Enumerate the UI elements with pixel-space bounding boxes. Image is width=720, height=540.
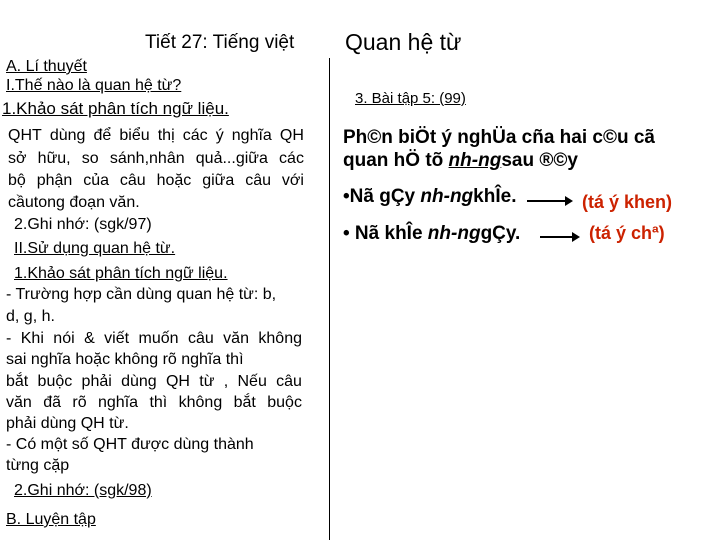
word: không: [178, 394, 223, 411]
word: quả...giữa: [195, 150, 268, 167]
column-divider: [329, 58, 330, 540]
word: nghĩa: [98, 394, 139, 411]
word: từ: [199, 373, 215, 390]
topic-title: Quan hệ từ: [345, 29, 462, 55]
exercise-instruction: Ph©n biÖt ý nghÜa cña hai c©u cã: [343, 127, 655, 148]
word: buộc: [267, 394, 302, 411]
heading-what-is-qht: I.Thế nào là quan hệ từ?: [6, 77, 182, 94]
word: ý: [215, 127, 224, 144]
word: của: [83, 172, 109, 189]
word: các: [279, 150, 304, 167]
rule-line: [6, 394, 302, 412]
rule-line: [6, 330, 302, 348]
word: giữa: [202, 172, 235, 189]
heading-use-qht: II.Sử dụng quan hệ từ.: [14, 240, 176, 257]
word: để: [93, 127, 112, 144]
exercise-heading: 3. Bài tập 5: (99): [355, 90, 466, 107]
word: hoặc: [156, 172, 192, 189]
ghi-nho-98: 2.Ghi nhớ: (sgk/98): [14, 482, 152, 499]
qht-definition-line: cầutong đoạn văn.: [8, 194, 140, 211]
word: thì: [149, 394, 168, 411]
arrow-icon: [527, 200, 571, 202]
sentence-2-note: (tá ý chª): [589, 223, 665, 243]
word: với: [281, 172, 304, 189]
exercise-instruction-cont: quan hÖ tõ nh-ngsau ®©y: [343, 150, 578, 171]
word: các: [182, 127, 208, 144]
word: rõ: [72, 394, 87, 411]
heading-survey-1: 1.Khảo sát phân tích ngữ liệu.: [2, 99, 229, 118]
lesson-title: Tiết 27: Tiếng việt: [145, 32, 295, 53]
word: buộc: [37, 373, 73, 390]
word: QHT: [8, 127, 42, 144]
word: Nếu: [237, 373, 267, 390]
rule-line: [6, 373, 302, 391]
word: biểu: [119, 127, 150, 144]
word: viết: [104, 330, 130, 347]
word: QH: [165, 373, 190, 390]
section-a-heading: A. Lí thuyết: [6, 58, 87, 75]
word: so: [81, 150, 99, 167]
word: câu: [187, 330, 214, 347]
qht-definition-line: [8, 127, 304, 145]
pairs-note-cont: từng cặp: [6, 457, 70, 474]
word: văn: [223, 330, 249, 347]
word: phải: [81, 373, 112, 390]
case-need-qht: - Trường hợp cần dùng quan hệ từ: b,: [6, 286, 277, 303]
qht-definition-line: [8, 150, 304, 168]
word: câu: [119, 172, 146, 189]
sentence-1-note: (tá ý khen): [582, 192, 673, 212]
sentence-1: •Nã gÇy nh-ngkhÎe.: [343, 186, 517, 207]
word: câu: [276, 373, 302, 390]
word: hữu,: [37, 150, 71, 167]
word: dùng: [121, 373, 157, 390]
heading-survey-2: 1.Khảo sát phân tích ngữ liệu.: [14, 265, 228, 282]
case-need-qht-cont: d, g, h.: [6, 308, 55, 325]
word: nghĩa: [231, 127, 272, 144]
sentence-2: • Nã khÎe nh-nggÇy.: [343, 223, 521, 244]
word: bộ: [8, 172, 26, 189]
word: nói: [53, 330, 75, 347]
word: bắt: [233, 394, 256, 411]
word: không: [258, 330, 302, 347]
qht-definition-line: [8, 172, 304, 190]
word: Khi: [20, 330, 44, 347]
pairs-note: - Có một số QHT được dùng thành: [6, 436, 254, 453]
word: câu: [245, 172, 271, 189]
word: &: [84, 330, 95, 347]
word: văn: [6, 394, 32, 411]
word: đã: [43, 394, 61, 411]
rule-line: sai nghĩa hoặc không rõ nghĩa thì: [6, 351, 244, 368]
rule-line: phải dùng QH từ.: [6, 415, 129, 432]
word: phận: [36, 172, 73, 189]
word: muốn: [138, 330, 179, 347]
word: -: [6, 330, 12, 347]
word: thị: [157, 127, 175, 144]
word: dùng: [49, 127, 86, 144]
arrow-icon: [540, 236, 578, 238]
word: ,: [223, 373, 229, 390]
word: sở: [8, 150, 27, 167]
section-b-heading: B. Luyện tập: [6, 511, 96, 528]
word: bắt: [6, 373, 29, 390]
word: QH: [279, 127, 304, 144]
ghi-nho-97: 2.Ghi nhớ: (sgk/97): [14, 216, 152, 233]
word: sánh,nhân: [109, 150, 185, 167]
